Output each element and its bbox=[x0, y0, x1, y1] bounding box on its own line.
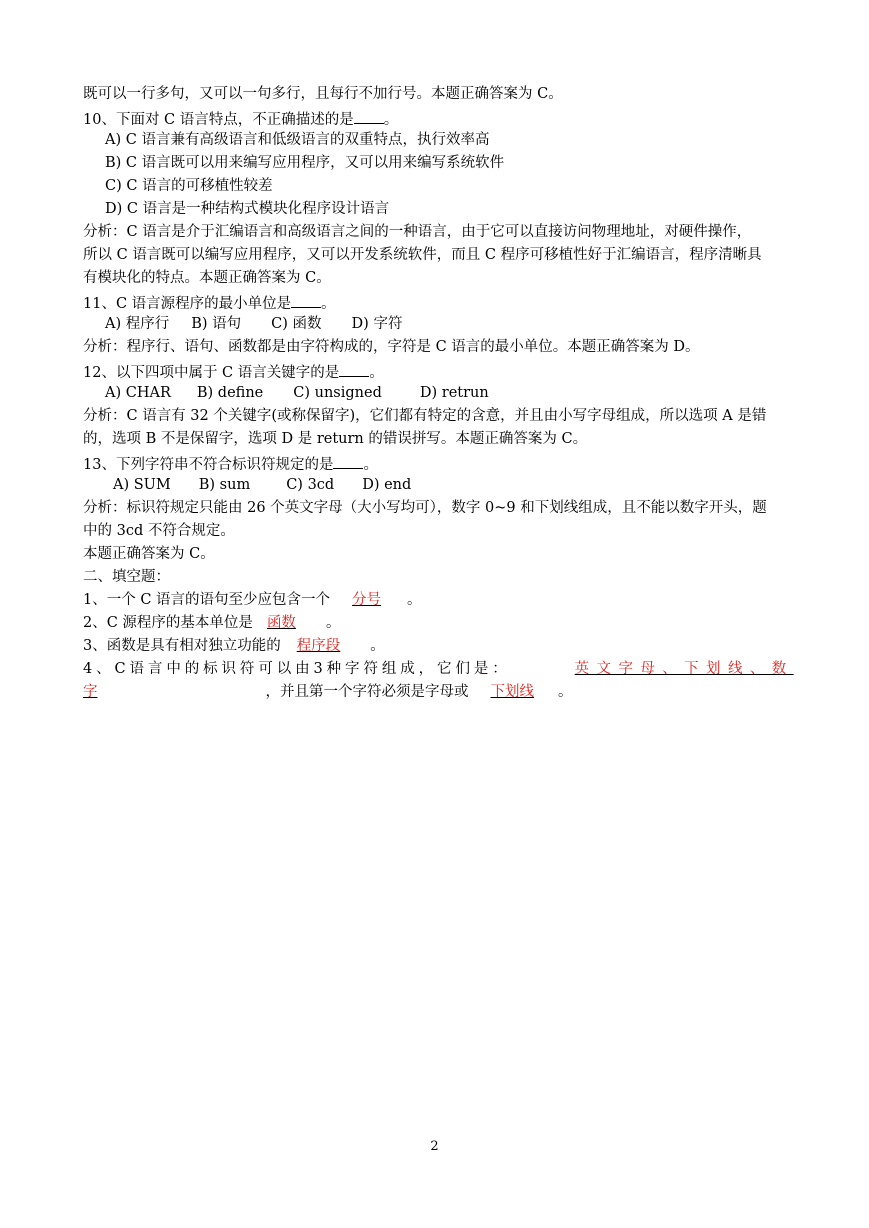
analysis-line: 本题正确答案为 C。 bbox=[83, 546, 215, 562]
options-row: A) CHAR B) define C) unsigned D) retrun bbox=[105, 385, 489, 401]
analysis-line: 分析：标识符规定只能由 26 个英文字母（大小写均可），数字 0~9 和下划线组成，且不能以数字开头，题 bbox=[83, 500, 767, 516]
answer-text: 下划线 bbox=[490, 684, 534, 700]
answer-text: 函数 bbox=[266, 615, 296, 631]
answer-text: 分号 bbox=[352, 592, 382, 608]
analysis-line: 分析：C 语言是介于汇编语言和高级语言之间的一种语言，由于它可以直接访问物理地址，对硬件操作， bbox=[83, 224, 752, 240]
answer-text: 英文字母、下划线、数 bbox=[574, 661, 794, 677]
answer-text: 程序段 bbox=[296, 638, 341, 654]
text-line: 既可以一行多句，又可以一句多行，且每行不加行号。本题正确答案为 C。 bbox=[83, 86, 563, 102]
option-c: C) C 语言的可移植性较差 bbox=[105, 178, 273, 194]
options-row: A) 程序行 B) 语句 C) 函数 D) 字符 bbox=[105, 316, 403, 332]
answer-text: 字 bbox=[83, 684, 98, 700]
analysis-line: 所以 C 语言既可以编写应用程序，又可以开发系统软件，而且 C 程序可移植性好于汇编语言，程序清晰具 bbox=[83, 247, 762, 263]
analysis-line: 有模块化的特点。本题正确答案为 C。 bbox=[83, 270, 331, 286]
question-10: 10、下面对 C 语言特点，不正确描述的是 。 bbox=[83, 107, 398, 130]
answer-blank bbox=[339, 360, 369, 377]
analysis-line: 分析：C 语言有 32 个关键字(或称保留字)，它们都有特定的含意，并且由小写字母组成，所以选项 A 是错 bbox=[83, 408, 767, 424]
options-row: A) SUM B) sum C) 3cd D) end bbox=[113, 477, 412, 493]
analysis-line: 的，选项 B 不是保留字，选项 D 是 return 的错误拼写。本题正确答案为 C。 bbox=[83, 431, 588, 447]
question-12: 12、以下四项中属于 C 语言关键字的是 。 bbox=[83, 360, 384, 383]
fill-question-4-cont: 字 ，并且第一个字符必须是字母或 下划线 。 bbox=[83, 684, 573, 700]
fill-question-4: 4、C语言中的标识符可以由3种字符组成，它们是： 英文字母、下划线、数 bbox=[83, 661, 794, 677]
fill-question-1: 1、一个 C 语言的语句至少应包含一个 分号 。 bbox=[83, 592, 422, 608]
section-heading: 二、填空题： bbox=[83, 569, 170, 585]
analysis-line: 中的 3cd 不符合规定。 bbox=[83, 523, 235, 539]
option-b: B) C 语言既可以用来编写应用程序，又可以用来编写系统软件 bbox=[105, 155, 505, 171]
answer-blank bbox=[291, 291, 321, 308]
option-a: A) C 语言兼有高级语言和低级语言的双重特点，执行效率高 bbox=[105, 132, 490, 148]
answer-blank bbox=[354, 107, 384, 124]
fill-question-3: 3、函数是具有相对独立功能的 程序段 。 bbox=[83, 638, 385, 654]
analysis-line: 分析：程序行、语句、函数都是由字符构成的，字符是 C 语言的最小单位。本题正确答案为 D。 bbox=[83, 339, 700, 355]
page-number: 2 bbox=[430, 1139, 439, 1154]
option-d: D) C 语言是一种结构式模块化程序设计语言 bbox=[105, 201, 390, 217]
answer-blank bbox=[333, 452, 363, 469]
question-13: 13、下列字符串不符合标识符规定的是 。 bbox=[83, 452, 378, 475]
fill-question-2: 2、C 源程序的基本单位是 函数 。 bbox=[83, 615, 341, 631]
question-11: 11、C 语言源程序的最小单位是 。 bbox=[83, 291, 336, 314]
